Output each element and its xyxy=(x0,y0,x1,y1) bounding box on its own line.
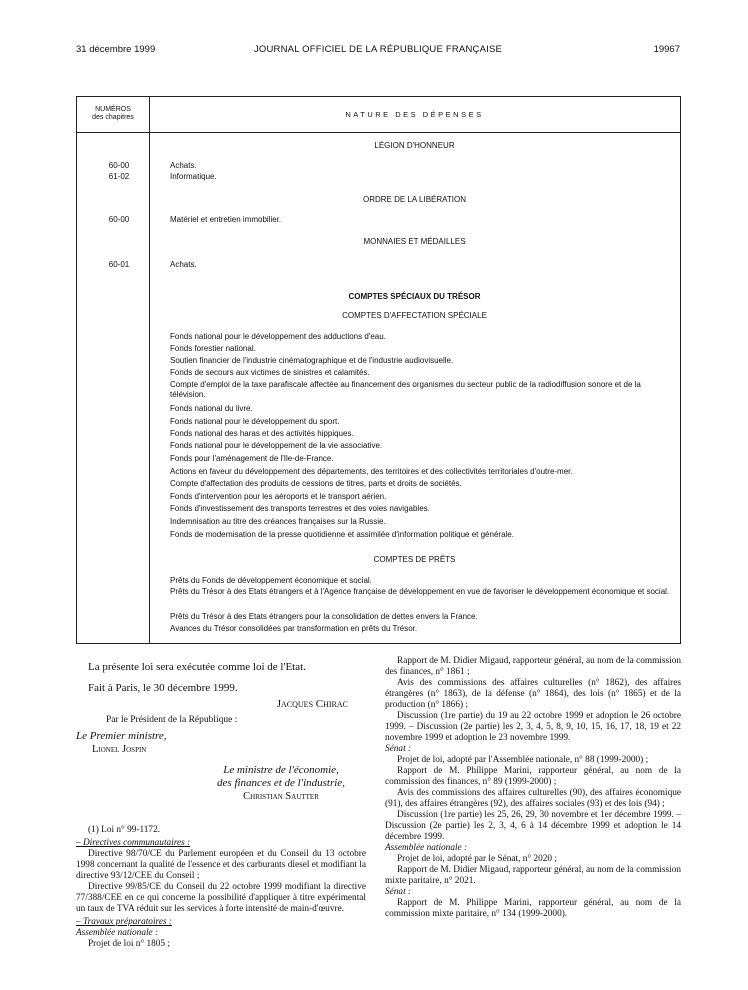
signature-date: Fait à Paris, le 30 décembre 1999. xyxy=(88,682,238,694)
section-title-prets: COMPTES DE PRÊTS xyxy=(373,555,456,564)
senat-heading: Sénat : xyxy=(385,744,412,754)
list-item xyxy=(77,380,680,402)
pm-name: Lionel Jospin xyxy=(92,744,147,755)
journal-title: JOURNAL OFFICIEL DE LA RÉPUBLIQUE FRANÇAISE xyxy=(253,44,503,55)
account-label: Compte d'affectation des produits de cessions de titres, parts et droits de sociétés. xyxy=(170,479,462,488)
account-label: Fonds forestier national. xyxy=(170,344,256,353)
account-label: Fonds national du livre. xyxy=(170,404,253,413)
section-title-legion: LÉGION D'HONNEUR xyxy=(374,141,455,150)
chapter-label: Achats. xyxy=(170,260,197,269)
execution-clause: La présente loi sera exécutée comme loi de l'Etat. xyxy=(88,661,306,673)
list-item xyxy=(77,428,680,439)
list-item xyxy=(77,403,680,414)
account-label: Actions en faveur du développement des départements, des territoires et des collectivités territoriales d'outre-mer. xyxy=(170,467,573,476)
minister-title-1: Le ministre de l'économie, xyxy=(223,764,339,776)
column-header-chapters-line2: des chapitres xyxy=(92,114,134,121)
senat-heading-2: Sénat : xyxy=(385,887,412,897)
account-label: Fonds de secours aux victimes de sinistres et calamités. xyxy=(170,368,370,377)
loan-label: Avances du Trésor consolidées par transformation en prêts du Trésor. xyxy=(170,624,418,633)
table-row xyxy=(77,259,680,270)
loan-label: Prêts du Trésor à des Etats étrangers pour la consolidation de dettes envers la France. xyxy=(170,612,478,621)
table-row xyxy=(77,214,680,225)
loan-label: Prêts du Trésor à des Etats étrangers et à l'Agence française de développement en vue de favoriser le développement économique et social. xyxy=(170,587,670,596)
left-column xyxy=(76,660,366,950)
avis-commissions-senat: Avis des commissions des affaires culturelles (90), des affaires économique (91), des affaires étrangères (92), des affaires sociales (93) et des lois (94) ; xyxy=(385,788,681,809)
projet-de-loi: Projet de loi n° 1805 ; xyxy=(88,939,170,949)
account-label: Fonds national pour le développement de la vie associative. xyxy=(170,441,383,450)
directives-heading xyxy=(76,838,366,849)
section-title-comptes-speciaux: COMPTES SPÉCIAUX DU TRÉSOR xyxy=(348,292,481,301)
running-header xyxy=(76,44,680,60)
directive-98-70: Directive 98/70/CE du Parlement européen et du Conseil du 13 octobre 1998 concernant la qualité de l'essence et des carburants diesel et modifiant la directive 93/12/CEE du Conseil ; xyxy=(76,849,366,881)
list-item xyxy=(77,623,680,634)
avis-commissions-an: Avis des commissions des affaires culturelles (n° 1862), des affaires étrangères (n° 1863), de la défense (n° 1864), des lois (n° 1865) et de la production (n° 1866) ; xyxy=(385,678,681,710)
footnote-loi: (1) Loi n° 99-1172. xyxy=(88,825,161,835)
account-label: Fonds pour l'aménagement de l'Ile-de-France. xyxy=(170,454,334,463)
chapter-code: 60-01 xyxy=(108,260,130,269)
page-number: 19967 xyxy=(653,44,680,55)
list-item xyxy=(77,529,680,540)
assemblee-heading-2: Assemblée nationale : xyxy=(385,843,468,853)
account-label: Fonds d'investissement des transports terrestres et des voies navigables. xyxy=(170,504,430,513)
column-header-chapters xyxy=(77,106,149,122)
list-item xyxy=(77,611,680,622)
table-row xyxy=(77,171,680,182)
rapport-cmp-an: Rapport de M. Didier Migaud, rapporteur général, au nom de la commission mixte paritaire, n° 2021. xyxy=(385,865,681,886)
column-header-chapters-line1: NUMÉROS xyxy=(95,106,131,113)
list-item xyxy=(77,587,680,609)
table-header xyxy=(77,97,680,133)
discussion-senat: Discussion (1re partie) les 25, 26, 29, 30 novembre et 1er décembre 1999. – Discussion (2e partie) les 2, 3, 4, 6 à 14 décembre 1999 et adoption le 14 décembre 1999. xyxy=(385,810,681,842)
chapter-code: 60-00 xyxy=(108,215,130,224)
chapter-label: Informatique. xyxy=(170,172,217,181)
account-label: Fonds national pour le développement des adductions d'eau. xyxy=(170,332,386,341)
list-item xyxy=(77,440,680,451)
list-item xyxy=(77,416,680,427)
list-item xyxy=(77,466,680,477)
list-item xyxy=(77,343,680,354)
loan-label: Prêts du Fonds de développement économique et social. xyxy=(170,576,372,585)
list-item xyxy=(77,491,680,502)
list-item xyxy=(77,355,680,366)
column-header-nature: NATURE DES DÉPENSES xyxy=(345,110,484,119)
assemblee-heading: Assemblée nationale : xyxy=(76,928,159,938)
account-label: Fonds national pour le développement du sport. xyxy=(170,417,340,426)
chapter-label: Achats. xyxy=(170,161,197,170)
section-title-liberation: ORDRE DE LA LIBÉRATION xyxy=(363,195,466,204)
minister-title-2: des finances et de l'industrie, xyxy=(217,777,345,789)
minister-name: Christian Sautter xyxy=(243,791,319,802)
list-item xyxy=(77,453,680,464)
right-column xyxy=(385,656,681,920)
expenses-table xyxy=(76,96,681,644)
list-item xyxy=(77,367,680,378)
account-label: Fonds de modernisation de la presse quotidienne et assimilée d'information politique et générale. xyxy=(170,530,514,539)
section-title-affectation: COMPTES D'AFFECTATION SPÉCIALE xyxy=(342,311,487,320)
account-label: Indemnisation au titre des créances françaises sur la Russie. xyxy=(170,517,386,526)
account-label: Compte d'emploi de la taxe parafiscale affectée au financement des organismes du secteur public de la radiodiffusion sonore et de la télévision. xyxy=(170,380,641,399)
pm-title: Le Premier ministre, xyxy=(76,730,167,742)
section-title-monnaies: MONNAIES ET MÉDAILLES xyxy=(363,237,466,246)
list-item xyxy=(77,503,680,514)
directive-99-85: Directive 99/85/CE du Conseil du 22 octobre 1999 modifiant la directive 77/388/CEE en ce qui concerne la possibilité d'appliquer à titre expérimental un taux de TVA réduit sur les services à forte intensité de main-d'œuvre. xyxy=(76,882,366,914)
rapport-cmp-senat: Rapport de M. Philippe Marini, rapporteur général, au nom de la commission mixte paritaire, n° 134 (1999-2000). xyxy=(385,898,681,919)
table-row xyxy=(77,160,680,171)
rapport-marini: Rapport de M. Philippe Marini, rapporteur général, au nom de la commission des finances, n° 89 (1999-2000) ; xyxy=(385,766,681,787)
directives-heading-text: – Directives communautaires : xyxy=(76,838,191,848)
list-item xyxy=(77,331,680,342)
list-item xyxy=(77,516,680,527)
chapter-label: Matériel et entretien immobilier. xyxy=(170,215,282,224)
list-item xyxy=(77,575,680,586)
chapter-code: 60-00 xyxy=(108,161,130,170)
projet-adopte-senat: Projet de loi, adopté par le Sénat, n° 2020 ; xyxy=(397,854,557,864)
par-le-president: Par le Président de la République : xyxy=(106,715,238,725)
discussion-an: Discussion (1re partie) du 19 au 22 octobre 1999 et adoption le 26 octobre 1999. – Discussion (2e partie) les 2, 3, 4, 5, 8, 9, 10, 15, 16, 17, 18, 19 et 22 novembre 1999 et adoption le 23 novembre 1999. xyxy=(385,711,681,743)
travaux-heading-text: – Travaux préparatoires : xyxy=(76,917,172,927)
chapter-code: 61-02 xyxy=(108,172,130,181)
account-label: Fonds national des haras et des activités hippiques. xyxy=(170,429,354,438)
travaux-heading xyxy=(76,917,366,928)
rapport-migaud: Rapport de M. Didier Migaud, rapporteur général, au nom de la commission des finances, n° 1861 ; xyxy=(385,656,681,677)
account-label: Fonds d'intervention pour les aéroports et le transport aérien. xyxy=(170,492,387,501)
projet-senat: Projet de loi, adopté par l'Assemblée nationale, n° 88 (1999-2000) ; xyxy=(397,755,649,765)
account-label: Soutien financier de l'industrie cinématographique et de l'industrie audiovisuelle. xyxy=(170,356,454,365)
president-signature: Jacques Chirac xyxy=(276,698,348,710)
list-item xyxy=(77,478,680,489)
header-date: 31 décembre 1999 xyxy=(76,44,156,55)
